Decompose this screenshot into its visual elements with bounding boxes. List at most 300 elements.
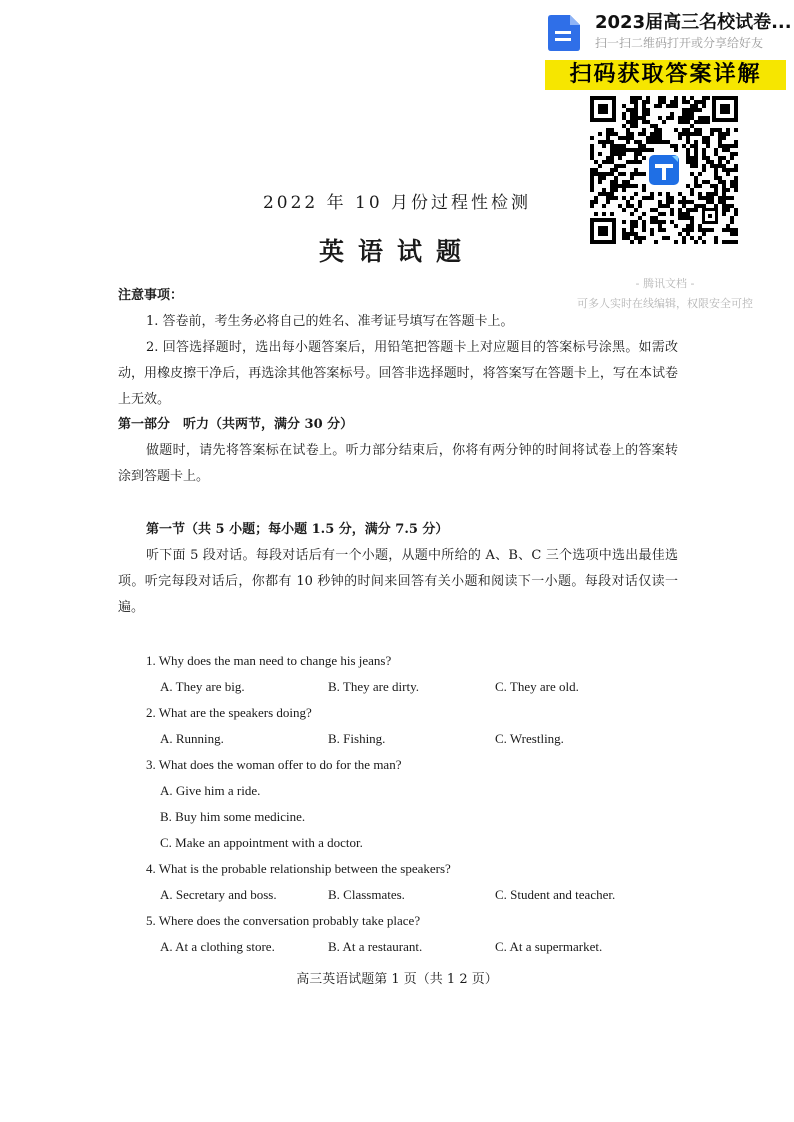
qr-module <box>670 104 674 108</box>
note-item: 1. 答卷前，考生务必将自己的姓名、准考证号填写在答题卡上。 <box>146 314 514 329</box>
question-stem: 1. Why does the man need to change his jeans? <box>146 653 392 668</box>
qr-module <box>702 152 706 156</box>
qr-module <box>674 224 678 228</box>
qr-module <box>618 172 622 176</box>
qr-module <box>718 164 722 168</box>
qr-module <box>606 136 610 140</box>
qr-module <box>730 220 734 224</box>
option-2b: B. Fishing. <box>328 731 386 746</box>
qr-module <box>718 180 722 184</box>
qr-module <box>622 148 626 152</box>
qr-module <box>614 148 618 152</box>
qr-module <box>730 168 734 172</box>
option-3a: A. Give him a ride. <box>160 783 261 798</box>
qr-module <box>638 116 642 120</box>
qr-module <box>646 100 650 104</box>
qr-module <box>666 140 670 144</box>
qr-module <box>610 140 614 144</box>
qr-module <box>682 116 686 120</box>
qr-module <box>622 220 626 224</box>
qr-module <box>694 156 698 160</box>
qr-module <box>598 140 602 144</box>
notes-heading: 注意事项： <box>118 288 184 303</box>
qr-module <box>686 132 690 136</box>
qr-module <box>642 112 646 116</box>
qr-module <box>658 132 662 136</box>
option-5a: A. At a clothing store. <box>160 939 275 954</box>
qr-module <box>662 140 666 144</box>
qr-module <box>694 128 698 132</box>
option-1b: B. They are dirty. <box>328 679 419 694</box>
section1-heading: 第一节（共 5 小题；每小题 1.5 分，满分 7.5 分） <box>146 522 449 537</box>
option-2c: C. Wrestling. <box>495 731 564 746</box>
qr-module <box>658 100 662 104</box>
qr-module <box>706 116 710 120</box>
qr-module <box>590 168 594 172</box>
qr-module <box>706 136 710 140</box>
qr-module <box>686 100 690 104</box>
qr-module <box>630 220 634 224</box>
qr-module <box>722 164 726 168</box>
qr-module <box>710 128 714 132</box>
qr-module <box>734 128 738 132</box>
qr-code[interactable] <box>588 94 740 246</box>
question-stem: 4. What is the probable relationship between the speakers? <box>146 861 451 876</box>
option-5c: C. At a supermarket. <box>495 939 603 954</box>
qr-module <box>590 180 594 184</box>
qr-module <box>682 128 686 132</box>
qr-module <box>662 220 666 224</box>
qr-module <box>710 132 714 136</box>
qr-module <box>694 160 698 164</box>
qr-module <box>642 148 646 152</box>
qr-module <box>590 172 594 176</box>
qr-module <box>626 128 630 132</box>
watermark-tagline: 可多人实时在线编辑，权限安全可控 <box>577 297 753 310</box>
qr-module <box>642 116 646 120</box>
qr-module <box>702 116 706 120</box>
exam-title: 2022 年 10 月份过程性检测 <box>262 193 532 213</box>
qr-module <box>722 156 726 160</box>
qr-module <box>670 116 674 120</box>
qr-module <box>674 128 678 132</box>
qr-module <box>718 160 722 164</box>
qr-module <box>706 96 710 100</box>
qr-module <box>722 168 726 172</box>
qr-module <box>734 164 738 168</box>
qr-module <box>686 216 690 220</box>
option-5b: B. At a restaurant. <box>328 939 423 954</box>
qr-module <box>690 172 694 176</box>
qr-module <box>722 144 726 148</box>
qr-module <box>658 136 662 140</box>
qr-module <box>674 144 678 148</box>
qr-module <box>722 136 726 140</box>
qr-module <box>642 120 646 124</box>
qr-module <box>654 140 658 144</box>
qr-module <box>694 140 698 144</box>
qr-module <box>694 120 698 124</box>
qr-module <box>634 220 638 224</box>
qr-module <box>718 144 722 148</box>
qr-module <box>614 144 618 148</box>
qr-module <box>646 108 650 112</box>
qr-module <box>630 132 634 136</box>
qr-module <box>698 116 702 120</box>
qr-module <box>618 164 622 168</box>
option-1c: C. They are old. <box>495 679 579 694</box>
qr-module <box>638 160 642 164</box>
qr-module <box>630 96 634 100</box>
qr-module <box>630 100 634 104</box>
option-4c: C. Student and teacher. <box>495 887 616 902</box>
qr-module <box>590 156 594 160</box>
qr-module <box>626 148 630 152</box>
qr-module <box>734 152 738 156</box>
qr-module <box>598 180 602 184</box>
qr-module <box>690 216 694 220</box>
qr-module <box>654 216 658 220</box>
qr-module <box>638 172 642 176</box>
qr-module <box>670 220 674 224</box>
page-footer: 高三英语试题第 1 页（共 1 2 页） <box>296 972 498 987</box>
qr-module <box>642 132 646 136</box>
qr-module <box>678 132 682 136</box>
qr-module <box>610 180 614 184</box>
qr-module <box>726 168 730 172</box>
qr-module <box>646 96 650 100</box>
qr-module <box>682 112 686 116</box>
qr-module <box>626 120 630 124</box>
qr-module <box>610 172 614 176</box>
qr-module <box>630 148 634 152</box>
qr-module <box>638 216 642 220</box>
qr-module <box>698 128 702 132</box>
qr-module <box>646 136 650 140</box>
qr-module <box>698 120 702 124</box>
qr-module <box>678 136 682 140</box>
qr-module <box>690 144 694 148</box>
qr-module <box>634 116 638 120</box>
qr-module <box>634 96 638 100</box>
question-stem: 5. Where does the conversation probably take place? <box>146 913 421 928</box>
qr-module <box>638 144 642 148</box>
qr-module <box>614 168 618 172</box>
qr-module <box>698 224 702 228</box>
qr-module <box>714 176 718 180</box>
qr-module <box>694 132 698 136</box>
qr-module <box>634 152 638 156</box>
qr-module <box>634 168 638 172</box>
qr-module <box>674 104 678 108</box>
qr-module <box>682 120 686 124</box>
qr-module <box>702 156 706 160</box>
qr-module <box>702 148 706 152</box>
qr-module <box>594 172 598 176</box>
qr-module <box>734 144 738 148</box>
qr-module <box>718 176 722 180</box>
qr-module <box>630 176 634 180</box>
qr-module <box>694 176 698 180</box>
qr-module <box>602 140 606 144</box>
qr-module <box>694 180 698 184</box>
qr-module <box>702 104 706 108</box>
qr-module <box>658 220 662 224</box>
qr-module <box>618 148 622 152</box>
qr-module <box>634 224 638 228</box>
qr-module <box>730 144 734 148</box>
qr-module <box>654 220 658 224</box>
qr-module <box>630 172 634 176</box>
qr-module <box>606 172 610 176</box>
qr-module <box>702 136 706 140</box>
qr-module <box>598 132 602 136</box>
qr-module <box>714 148 718 152</box>
part1-instructions: 做题时，请先将答案标在试卷上。听力部分结束后，你将有两分钟的时间将试卷上的答案转涂到答题卡上。 <box>118 443 678 484</box>
qr-module <box>706 156 710 160</box>
qr-module <box>598 176 602 180</box>
qr-module <box>626 136 630 140</box>
qr-module <box>682 108 686 112</box>
qr-module <box>622 104 626 108</box>
qr-module <box>714 152 718 156</box>
qr-module <box>610 152 614 156</box>
qr-module <box>678 216 682 220</box>
qr-module <box>630 116 634 120</box>
qr-module <box>622 180 626 184</box>
qr-module <box>682 96 686 100</box>
qr-module <box>610 160 614 164</box>
qr-module <box>598 164 602 168</box>
qr-module <box>702 168 706 172</box>
qr-module <box>634 172 638 176</box>
qr-module <box>642 220 646 224</box>
qr-module <box>686 152 690 156</box>
qr-module <box>730 216 734 220</box>
qr-module <box>646 120 650 124</box>
qr-module <box>654 124 658 128</box>
qr-module <box>686 148 690 152</box>
qr-module <box>726 144 730 148</box>
qr-module <box>590 176 594 180</box>
qr-module <box>634 156 638 160</box>
qr-module <box>606 160 610 164</box>
qr-module <box>654 132 658 136</box>
qr-module <box>614 176 618 180</box>
qr-module <box>622 116 626 120</box>
qr-module <box>706 120 710 124</box>
qr-module <box>610 156 614 160</box>
qr-module <box>658 116 662 120</box>
qr-module <box>650 220 654 224</box>
qr-module <box>710 160 714 164</box>
qr-module <box>722 148 726 152</box>
qr-module <box>726 160 730 164</box>
option-3b: B. Buy him some medicine. <box>160 809 306 824</box>
qr-module <box>646 140 650 144</box>
option-1a: A. They are big. <box>160 679 245 694</box>
qr-module <box>702 100 706 104</box>
qr-module <box>606 132 610 136</box>
qr-module <box>674 100 678 104</box>
qr-module <box>698 108 702 112</box>
qr-module <box>718 132 722 136</box>
qr-module <box>718 136 722 140</box>
qr-module <box>606 128 610 132</box>
qr-module <box>722 132 726 136</box>
qr-module <box>706 144 710 148</box>
qr-module <box>706 140 710 144</box>
qr-module <box>626 160 630 164</box>
qr-module <box>622 124 626 128</box>
qr-module <box>714 128 718 132</box>
qr-module <box>706 160 710 164</box>
qr-module <box>630 124 634 128</box>
qr-module <box>714 172 718 176</box>
qr-module <box>642 156 646 160</box>
qr-module <box>598 152 602 156</box>
qr-module <box>686 136 690 140</box>
qr-module <box>654 128 658 132</box>
qr-module <box>602 160 606 164</box>
qr-module <box>690 108 694 112</box>
qr-module <box>642 144 646 148</box>
qr-module <box>642 172 646 176</box>
document-icon <box>548 15 580 51</box>
qr-module <box>690 104 694 108</box>
qr-module <box>690 224 694 228</box>
qr-module <box>726 172 730 176</box>
option-4a: A. Secretary and boss. <box>160 887 277 902</box>
qr-module <box>598 172 602 176</box>
qr-module <box>690 112 694 116</box>
qr-module <box>702 96 706 100</box>
qr-module <box>658 128 662 132</box>
qr-module <box>610 128 614 132</box>
qr-module <box>642 224 646 228</box>
qr-module <box>634 124 638 128</box>
question-stem: 3. What does the woman offer to do for the man? <box>146 757 402 772</box>
qr-module <box>638 132 642 136</box>
qr-module <box>634 112 638 116</box>
option-3c: C. Make an appointment with a doctor. <box>160 835 363 850</box>
qr-module <box>726 224 730 228</box>
qr-module <box>682 132 686 136</box>
qr-module <box>594 168 598 172</box>
qr-module <box>690 124 694 128</box>
qr-module <box>690 116 694 120</box>
qr-module <box>694 108 698 112</box>
qr-module <box>694 104 698 108</box>
qr-module <box>610 148 614 152</box>
qr-module <box>706 180 710 184</box>
question-stem: 2. What are the speakers doing? <box>146 705 312 720</box>
qr-module <box>686 140 690 144</box>
qr-module <box>622 172 626 176</box>
qr-module <box>638 148 642 152</box>
section1-instructions: 听下面 5 段对话。每段对话后有一个小题，从题中所给的 A、B、C 三个选项中选出最佳选项。听完每段对话后，你都有 10 秒钟的时间来回答有关小题和阅读下一小题。每段对话仅读一遍。 <box>118 548 678 615</box>
qr-module <box>698 132 702 136</box>
banner-subtitle: 扫一扫二维码打开或分享给好友 <box>595 36 764 50</box>
qr-module <box>658 104 662 108</box>
qr-module <box>650 216 654 220</box>
qr-module <box>666 116 670 120</box>
qr-module <box>618 152 622 156</box>
qr-module <box>610 168 614 172</box>
qr-module <box>662 100 666 104</box>
watermark-brand: - 腾讯文档 - <box>635 277 695 290</box>
qr-module <box>650 136 654 140</box>
qr-module <box>718 140 722 144</box>
qr-module <box>638 96 642 100</box>
qr-module <box>654 136 658 140</box>
qr-module <box>694 148 698 152</box>
qr-module <box>698 100 702 104</box>
qr-module <box>622 136 626 140</box>
qr-module <box>718 128 722 132</box>
qr-module <box>690 96 694 100</box>
qr-module <box>662 96 666 100</box>
subject-title: 英语试题 <box>318 237 475 266</box>
qr-module <box>722 180 726 184</box>
qr-module <box>730 156 734 160</box>
qr-module <box>670 112 674 116</box>
qr-module <box>730 180 734 184</box>
qr-module <box>686 116 690 120</box>
qr-module <box>634 140 638 144</box>
qr-module <box>602 176 606 180</box>
qr-module <box>642 108 646 112</box>
qr-module <box>686 160 690 164</box>
qr-module <box>690 156 694 160</box>
scan-answer-banner[interactable]: 扫码获取答案详解 <box>545 60 786 90</box>
qr-module <box>626 132 630 136</box>
qr-module <box>618 144 622 148</box>
qr-module <box>626 108 630 112</box>
qr-module <box>610 132 614 136</box>
qr-module <box>714 168 718 172</box>
option-2a: A. Running. <box>160 731 224 746</box>
qr-module <box>606 140 610 144</box>
qr-module <box>734 180 738 184</box>
qr-module <box>614 180 618 184</box>
qr-module <box>702 164 706 168</box>
qr-module <box>686 112 690 116</box>
qr-module <box>734 168 738 172</box>
qr-module <box>590 144 594 148</box>
qr-module <box>650 148 654 152</box>
qr-module <box>678 120 682 124</box>
qr-module <box>686 120 690 124</box>
qr-module <box>622 164 626 168</box>
qr-module <box>618 136 622 140</box>
qr-module <box>718 156 722 160</box>
qr-module <box>686 156 690 160</box>
qr-module <box>694 100 698 104</box>
qr-module <box>726 128 730 132</box>
qr-module <box>658 96 662 100</box>
qr-module <box>686 108 690 112</box>
qr-module <box>630 160 634 164</box>
qr-module <box>654 104 658 108</box>
qr-module <box>702 140 706 144</box>
qr-module <box>626 140 630 144</box>
qr-module <box>678 116 682 120</box>
qr-module <box>670 100 674 104</box>
qr-module <box>614 164 618 168</box>
qr-module <box>590 152 594 156</box>
banner-title[interactable]: 2023届高三名校试卷... <box>595 12 792 33</box>
